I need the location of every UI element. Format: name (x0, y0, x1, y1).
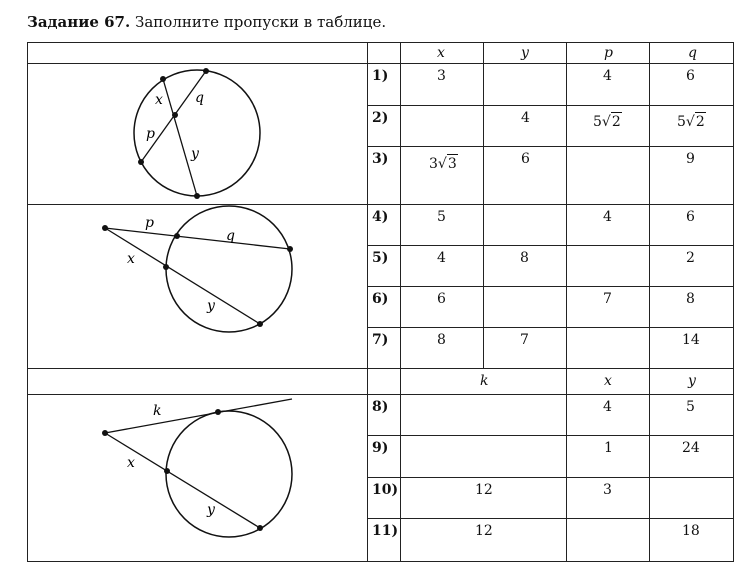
cell-q: 14 (682, 332, 700, 348)
header-k: k (480, 373, 489, 389)
point (194, 193, 200, 199)
intersection-point (172, 112, 178, 118)
label-y: y (207, 298, 215, 314)
row-number: 2) (372, 110, 389, 126)
coef: 5 (677, 114, 686, 130)
cell-k: 12 (475, 523, 493, 539)
cell-x: 3 (437, 68, 446, 84)
point (174, 233, 180, 239)
cell-p: 7 (603, 291, 612, 307)
cell-y: 18 (682, 523, 700, 539)
point (163, 264, 169, 270)
cell-q: 9 (686, 151, 695, 167)
label-x: x (127, 455, 135, 471)
radicand: 3 (447, 156, 457, 172)
row-number: 5) (372, 250, 389, 266)
point (164, 468, 170, 474)
point (203, 68, 209, 74)
task-label: Задание 67. (27, 13, 131, 31)
row-number: 8) (372, 399, 389, 415)
circle-3 (166, 411, 292, 537)
point (287, 246, 293, 252)
secant-xy (105, 433, 260, 528)
cell-p-radical (593, 112, 622, 131)
row-number: 7) (372, 332, 389, 348)
header-y: y (688, 373, 696, 389)
cell-x: 8 (437, 332, 446, 348)
header-p: p (604, 45, 613, 61)
sqrt-icon: √ (601, 114, 611, 130)
diagram-tangent-secant (102, 399, 292, 537)
circle-2 (166, 206, 292, 332)
point (138, 159, 144, 165)
radicand: 2 (611, 114, 621, 130)
cell-x: 4 (437, 250, 446, 266)
label-q: q (226, 228, 235, 244)
coef: 5 (593, 114, 602, 130)
cell-x-radical (429, 154, 458, 173)
header-x: x (437, 45, 445, 61)
point (102, 225, 108, 231)
coef: 3 (429, 156, 438, 172)
radicand: 2 (695, 114, 705, 130)
tangent-k (105, 399, 292, 433)
row-number: 6) (372, 291, 389, 307)
diagram-intersecting-chords (134, 68, 260, 199)
label-y: y (207, 502, 215, 518)
cell-x: 1 (604, 440, 613, 456)
label-k: k (153, 403, 162, 419)
label-x: x (155, 92, 163, 108)
label-q: q (195, 90, 204, 106)
chord-xy (163, 79, 197, 196)
label-x: x (127, 251, 135, 267)
cell-x: 3 (603, 482, 612, 498)
cell-q: 8 (686, 291, 695, 307)
cell-q-radical (677, 112, 706, 131)
row-number: 10) (372, 482, 399, 498)
cell-q: 6 (686, 209, 695, 225)
cell-x: 4 (603, 399, 612, 415)
label-p: p (145, 215, 154, 231)
point (257, 525, 263, 531)
sqrt-icon: √ (437, 156, 447, 172)
sqrt-icon: √ (685, 114, 695, 130)
row-number: 9) (372, 440, 389, 456)
cell-q: 2 (686, 250, 695, 266)
point (257, 321, 263, 327)
task-text: Заполните пропуски в таблице. (130, 13, 387, 31)
row-number: 1) (372, 68, 389, 84)
cell-p: 4 (603, 209, 612, 225)
point (102, 430, 108, 436)
cell-y: 8 (520, 250, 529, 266)
cell-y: 24 (682, 440, 700, 456)
cell-x: 6 (437, 291, 446, 307)
cell-p: 4 (603, 68, 612, 84)
cell-y: 7 (520, 332, 529, 348)
cell-y: 6 (521, 151, 530, 167)
row-number: 4) (372, 209, 389, 225)
cell-y: 4 (521, 110, 530, 126)
header-q: q (688, 45, 697, 61)
label-p: p (146, 126, 155, 142)
cell-y: 5 (686, 399, 695, 415)
label-y: y (191, 146, 199, 162)
tangent-point (215, 409, 221, 415)
cell-k: 12 (475, 482, 493, 498)
row-number: 11) (372, 523, 399, 539)
cell-q: 6 (686, 68, 695, 84)
row-number: 3) (372, 151, 389, 167)
header-x: x (604, 373, 612, 389)
header-y: y (521, 45, 529, 61)
point (160, 76, 166, 82)
cell-x: 5 (437, 209, 446, 225)
diagram-two-secants (102, 206, 293, 332)
